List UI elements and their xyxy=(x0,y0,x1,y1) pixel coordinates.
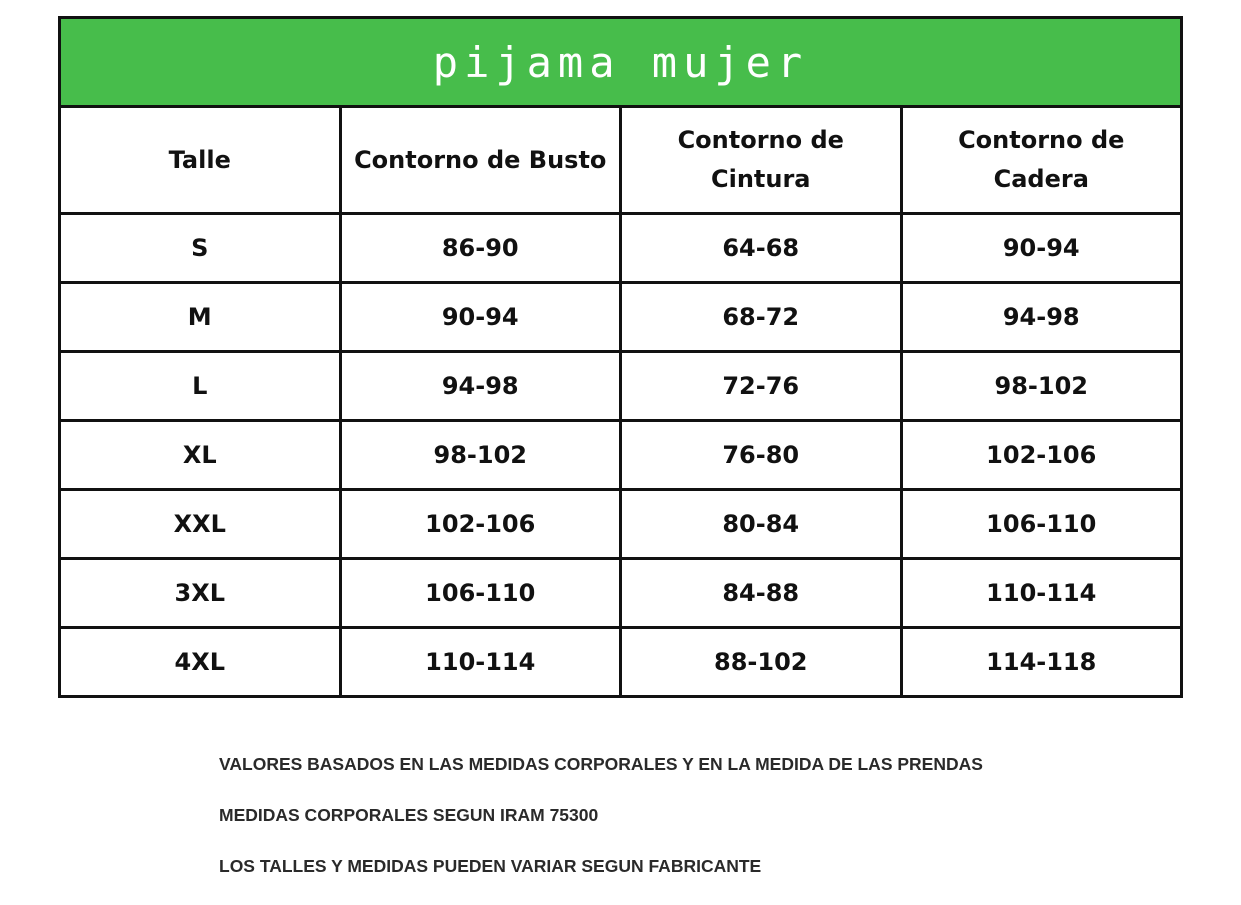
table-row xyxy=(60,421,1182,490)
cell-cadera: 90-94 xyxy=(901,214,1182,283)
cell-cadera: 106-110 xyxy=(901,490,1182,559)
cell-talle: S xyxy=(60,214,341,283)
cell-talle: XL xyxy=(60,421,341,490)
table-row xyxy=(60,214,1182,283)
cell-talle: 3XL xyxy=(60,559,341,628)
cell-cintura: 80-84 xyxy=(621,490,902,559)
table-row xyxy=(60,352,1182,421)
header-row xyxy=(60,107,1182,214)
cell-busto: 94-98 xyxy=(340,352,621,421)
cell-cintura: 88-102 xyxy=(621,628,902,697)
title-row xyxy=(60,18,1182,107)
cell-busto: 90-94 xyxy=(340,283,621,352)
footnotes xyxy=(219,752,1179,905)
cell-cadera: 110-114 xyxy=(901,559,1182,628)
table-row xyxy=(60,559,1182,628)
cell-busto: 102-106 xyxy=(340,490,621,559)
cell-cintura: 72-76 xyxy=(621,352,902,421)
cell-busto: 106-110 xyxy=(340,559,621,628)
cell-busto: 98-102 xyxy=(340,421,621,490)
column-header-cintura: Contorno de Cintura xyxy=(621,107,902,214)
cell-talle: XXL xyxy=(60,490,341,559)
cell-busto: 110-114 xyxy=(340,628,621,697)
cell-talle: M xyxy=(60,283,341,352)
column-header-cadera: Contorno de Cadera xyxy=(901,107,1182,214)
table-row xyxy=(60,283,1182,352)
cell-cadera: 114-118 xyxy=(901,628,1182,697)
cell-cadera: 94-98 xyxy=(901,283,1182,352)
cell-cadera: 102-106 xyxy=(901,421,1182,490)
cell-talle: L xyxy=(60,352,341,421)
cell-cintura: 76-80 xyxy=(621,421,902,490)
table-row xyxy=(60,490,1182,559)
footnote-fabricante: LOS TALLES Y MEDIDAS PUEDEN VARIAR SEGUN FABRICANTE xyxy=(219,856,762,876)
table-row xyxy=(60,628,1182,697)
column-header-talle: Talle xyxy=(60,107,341,214)
footnote-iram: MEDIDAS CORPORALES SEGUN IRAM 75300 xyxy=(219,805,599,825)
column-header-busto: Contorno de Busto xyxy=(340,107,621,214)
cell-cintura: 64-68 xyxy=(621,214,902,283)
cell-talle: 4XL xyxy=(60,628,341,697)
cell-cintura: 84-88 xyxy=(621,559,902,628)
cell-busto: 86-90 xyxy=(340,214,621,283)
cell-cadera: 98-102 xyxy=(901,352,1182,421)
footnote-valores: VALORES BASADOS EN LAS MEDIDAS CORPORALES Y EN LA MEDIDA DE LAS PRENDAS xyxy=(219,754,983,774)
table-title: pijama mujer xyxy=(60,18,1182,107)
size-chart-table xyxy=(58,16,1183,698)
cell-cintura: 68-72 xyxy=(621,283,902,352)
